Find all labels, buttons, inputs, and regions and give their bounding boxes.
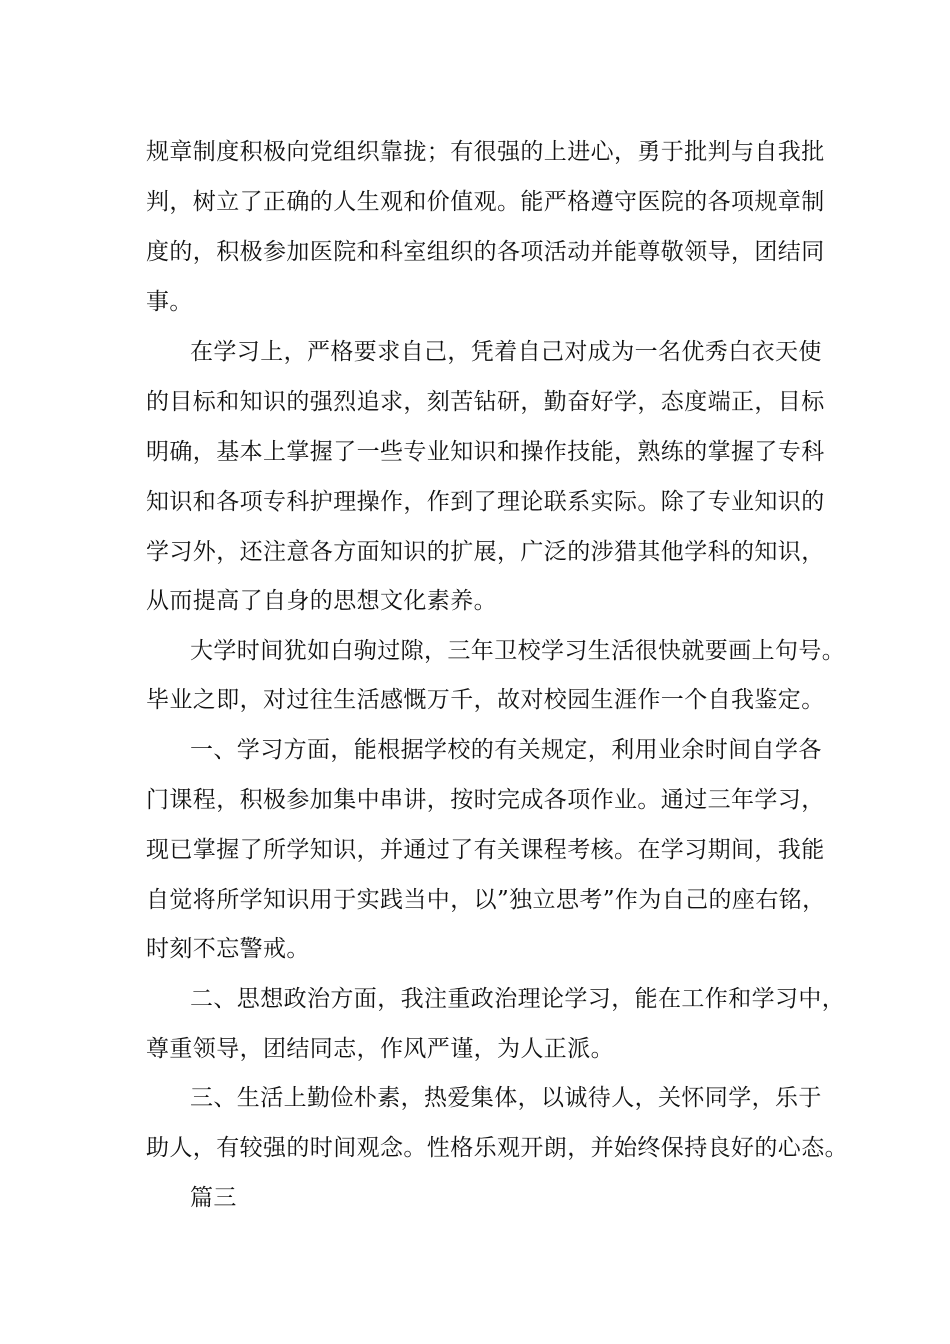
paragraph-first-line: 在学习上，严格要求自己，凭着自己对成为一名优秀白衣天使 — [190, 339, 822, 365]
paragraph-first-line: 二、思想政治方面，我注重政治理论学习，能在工作和学习中， — [190, 986, 846, 1012]
text-line: 规章制度积极向党组织靠拢；有很强的上进心，勇于批判与自我批 — [146, 139, 825, 165]
text-line: 明确，基本上掌握了一些专业知识和操作技能，熟练的掌握了专科 — [146, 439, 825, 465]
text-line: 自觉将所学知识用于实践当中，以”独立思考”作为自己的座右铭， — [146, 887, 826, 913]
text-line: 度的，积极参加医院和科室组织的各项活动并能尊敬领导，团结同 — [146, 239, 825, 265]
text-line: 事。 — [146, 289, 193, 315]
text-line: 助人，有较强的时间观念。性格乐观开朗，并始终保持良好的心态。 — [146, 1135, 848, 1161]
text-line: 知识和各项专科护理操作，作到了理论联系实际。除了专业知识的 — [146, 489, 825, 515]
paragraph-first-line: 一、学习方面，能根据学校的有关规定，利用业余时间自学各 — [190, 737, 822, 763]
paragraph-first-line: 大学时间犹如白驹过隙，三年卫校学习生活很快就要画上句号。 — [190, 638, 846, 664]
text-line: 的目标和知识的强烈追求，刻苦钻研，勤奋好学，态度端正，目标 — [146, 389, 825, 415]
section-heading: 篇三 — [190, 1185, 237, 1211]
text-line: 时刻不忘警戒。 — [146, 936, 310, 962]
text-line: 从而提高了自身的思想文化素养。 — [146, 588, 497, 614]
text-line: 现已掌握了所学知识，并通过了有关课程考核。在学习期间，我能 — [146, 837, 825, 863]
text-line: 门课程，积极参加集中串讲，按时完成各项作业。通过三年学习， — [146, 787, 825, 813]
paragraph-first-line: 三、生活上勤俭朴素，热爱集体，以诚待人，关怀同学，乐于 — [190, 1085, 822, 1111]
text-line: 毕业之即，对过往生活感慨万千，故对校园生涯作一个自我鉴定。 — [146, 687, 825, 713]
text-line: 尊重领导，团结同志，作风严谨，为人正派。 — [146, 1036, 614, 1062]
text-line: 学习外，还注意各方面知识的扩展，广泛的涉猎其他学科的知识， — [146, 539, 825, 565]
text-line: 判，树立了正确的人生观和价值观。能严格遵守医院的各项规章制 — [146, 189, 825, 215]
